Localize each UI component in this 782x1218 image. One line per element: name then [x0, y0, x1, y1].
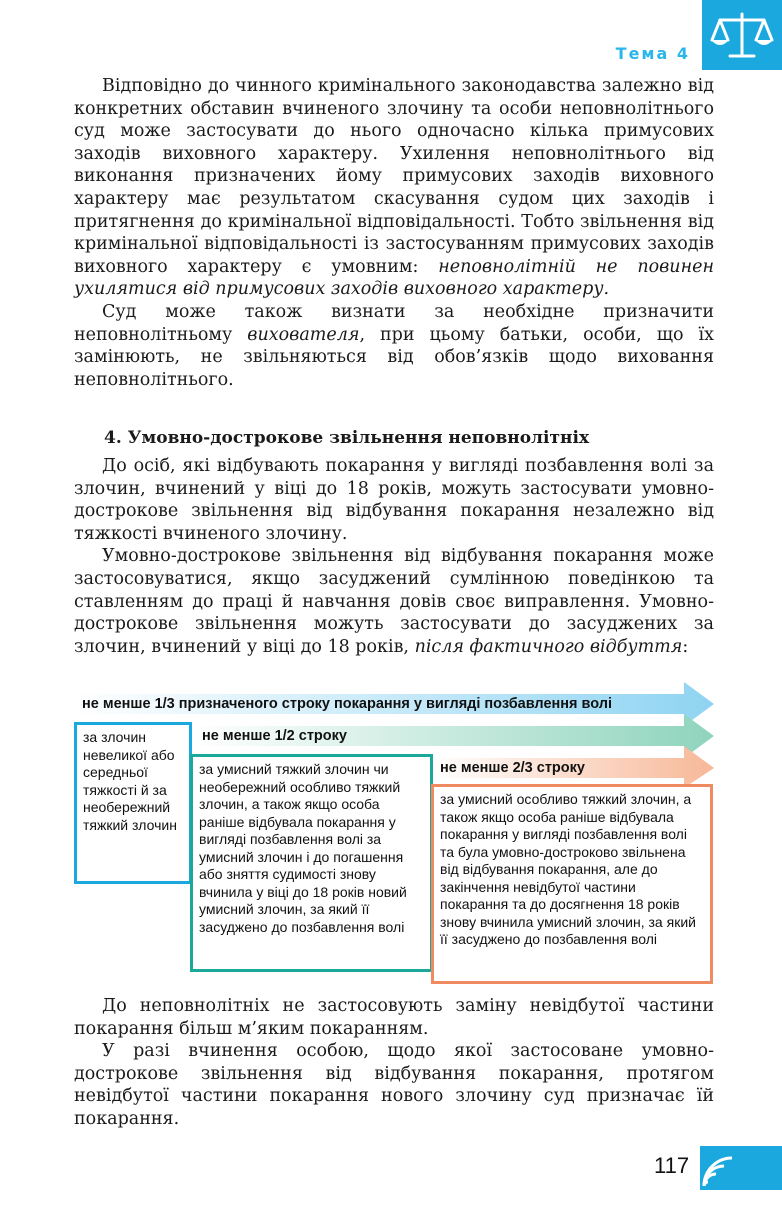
paragraph: До осіб, які відбувають покарання у вигляді позбавлення волі за злочин, вчинений у віці до 18 років, можуть застосувати умовно-дострокове звільнення від відбування покарання незалежно від тяжкості вчиненого злочину.	[74, 456, 714, 544]
scales-icon	[708, 10, 776, 62]
signal-waves-icon	[700, 1146, 744, 1190]
paragraph: Відповідно до чинного кримінального законодавства залежно від конкретних обставин вчиненого злочину та особи неповнолітнього суд може застосувати до нього одночасно кілька примусових заходів виховного характеру. Ухилення неповнолітнього від виконання призначених йому примусових заходів виховного характеру має результатом скасування судом цих заходів і притягнення до кримінальної відповідальності. Тобто звільнення від кримінальної відповідальності із застосуванням примусових заходів виховного характеру є умовним: неповнолітній не повинен ухилятися від примусових заходів виховного характеру.	[74, 76, 714, 300]
paragraph: Суд може також визнати за необхідне призначити неповнолітньому вихователя, при цьому батьки, особи, що їх замінюють, не звільняються від обов’язків щодо виховання неповнолітнього.	[74, 301, 714, 390]
paragraph: До неповнолітніх не застосовують заміну невідбутої частини покарання більш м’яким покаранням.	[74, 996, 714, 1039]
box-especially-grave-crimes: за умисний особливо тяжкий злочин, а також якщо особа раніше відбувала покарання у вигляді позбавлення волі та була умовно-достроково звільнена від відбування покарання, але до закінчення невідбутої частини покарання та до досягнення 18 років знову вчинила умисний злочин, за який її засуджено до позбавлення волі	[431, 784, 713, 984]
text-block-bottom	[74, 995, 714, 1131]
page-number: 117	[654, 1153, 690, 1178]
arrow-label-one-third: не менше 1/3 призначеного строку покарання у вигляді позбавлення волі	[82, 696, 612, 712]
theme-tab	[702, 0, 782, 70]
text-block-top	[74, 75, 714, 391]
theme-label: Тема 4	[615, 44, 690, 63]
text-block-mid	[74, 455, 714, 658]
arrow-label-one-half: не менше 1/2 строку	[202, 728, 347, 744]
page-tab	[700, 1146, 782, 1190]
box-minor-crimes: за злочин невеликої або середньої тяжкості й за необережний тяжкий злочин	[74, 722, 192, 884]
paragraph: Умовно-дострокове звільнення від відбування покарання може застосовуватися, якщо засуджений сумлінною поведінкою та ставленням до праці й навчання довів своє виправлення. Умовно-дострокове звільнення можуть застосувати до засуджених за злочин, вчинений у віці до 18 років, після фактичного відбуття:	[74, 546, 714, 657]
section-title: 4. Умовно-дострокове звільнення неповнолітніх	[104, 428, 590, 448]
box-grave-crimes: за умисний тяжкий злочин чи необережний особливо тяжкий злочин, а також якщо особа раніше відбувала покарання у вигляді позбавлення волі за умисний злочин і до погашення або зняття судимості знову вчинила у віці до 18 років новий умисний злочин, за який її засуджено до позбавлення волі	[190, 754, 433, 972]
paragraph: У разі вчинення особою, щодо якої застосоване умовно-дострокове звільнення від відбування покарання, протягом невідбутої частини покарання нового злочину суд призначає їй покарання.	[74, 1041, 714, 1129]
arrow-label-two-thirds: не менше 2/3 строку	[440, 760, 585, 776]
